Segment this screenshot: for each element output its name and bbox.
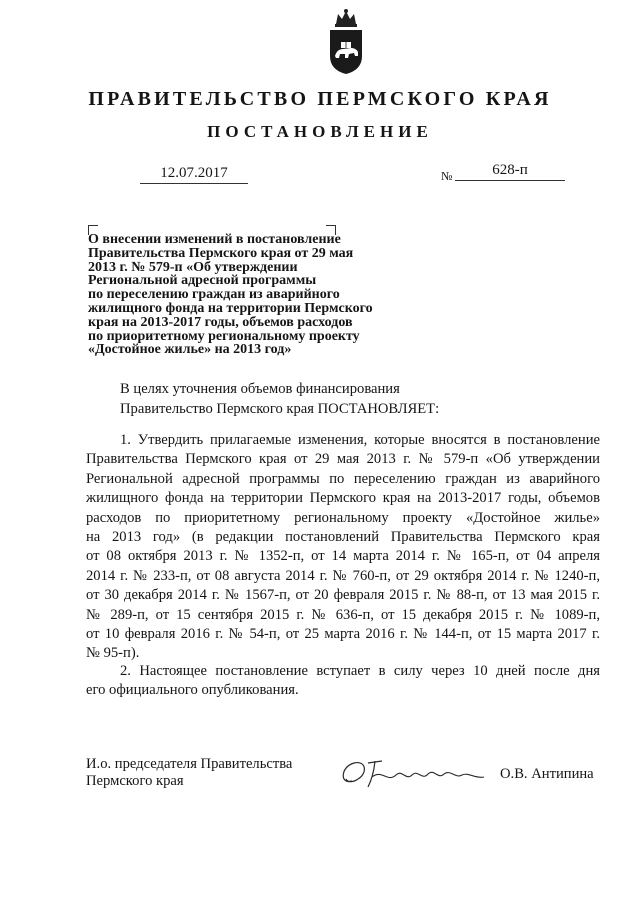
intro-paragraph: В целях уточнения объемов финансирования [120,381,400,397]
signatory-position-line: Пермского края [86,772,184,789]
item-1-line: Правительства Пермского края от 29 мая 2013 г. № 579-п «Об утверждении [86,451,600,468]
resolution-lead: Правительство Пермского края ПОСТАНОВЛЯЕТ: [120,401,440,417]
date-underline [140,183,248,184]
title-line: Правительства Пермского края от 29 мая [88,245,354,261]
coat-of-arms-emblem [327,8,365,76]
item-1-line: на 2013 год» (в редакции постановлений Правительства Пермского края [86,528,600,545]
document-type: ПОСТАНОВЛЕНИЕ [207,122,433,141]
title-line: края на 2013-2017 годы, объемов расходов [88,314,353,330]
item-1-line: жилищного фонда на территории Пермского края на 2013-2017 годы, объемов [86,490,600,507]
item-2-line: его официального опубликования. [86,682,299,699]
signatory-position-line: И.о. председателя Правительства [86,756,293,772]
title-line: по переселению граждан из аварийного [88,287,340,303]
document-date: 12.07.2017 [160,165,228,181]
handwritten-signature [338,755,488,793]
signatory-name: О.В. Антипина [500,766,594,782]
item-1-line: № 289-п, от 15 сентября 2015 г. № 636-п, от 15 декабря 2015 г. № 1089-п, [86,606,600,623]
item-1-line: расходов по приоритетному региональному проекту «Достойное жилье» [86,509,600,526]
document-title [88,233,408,357]
item-1-line: от 10 февраля 2016 г. № 54-п, от 25 марта 2016 г. № 144-п, от 15 марта 2017 г. [86,625,600,642]
item-1-line: Региональной адресной программы по переселению граждан из аварийного [86,470,600,487]
item-1-line: 1. Утвердить прилагаемые изменения, которые вносятся в постановление [120,432,600,448]
item-1-paragraph [86,431,600,664]
item-1-line: от 30 декабря 2014 г. № 1567-п, от 20 февраля 2015 г. № 88-п, от 13 мая 2015 г. [86,587,600,604]
title-line: жилищного фонда на территории Пермского [88,300,373,316]
item-2-line: 2. Настоящее постановление вступает в силу через 10 дней после дня [120,663,600,679]
title-line: О внесении изменений в постановление [88,232,341,247]
document-number: 628-п [492,162,528,178]
number-sign: № [441,169,453,183]
item-2-paragraph [86,662,600,701]
item-1-line: 2014 г. № 233-п, от 08 августа 2014 г. № 760-п, от 29 октября 2014 г. № 1240-п, [86,567,600,584]
item-1-line: № 95-п). [86,645,140,662]
signatory-position [86,756,292,789]
title-line: Региональной адресной программы [88,273,317,289]
title-line: 2013 г. № 579-п «Об утверждении [88,259,298,275]
title-line: «Достойное жилье» на 2013 год» [88,342,292,358]
number-underline [455,180,565,181]
title-line: по приоритетному региональному проекту [88,328,360,344]
organization-title: ПРАВИТЕЛЬСТВО ПЕРМСКОГО КРАЯ [88,88,552,110]
item-1-line: от 08 октября 2013 г. № 1352-п, от 14 марта 2014 г. № 165-п, от 04 апреля [86,548,600,565]
